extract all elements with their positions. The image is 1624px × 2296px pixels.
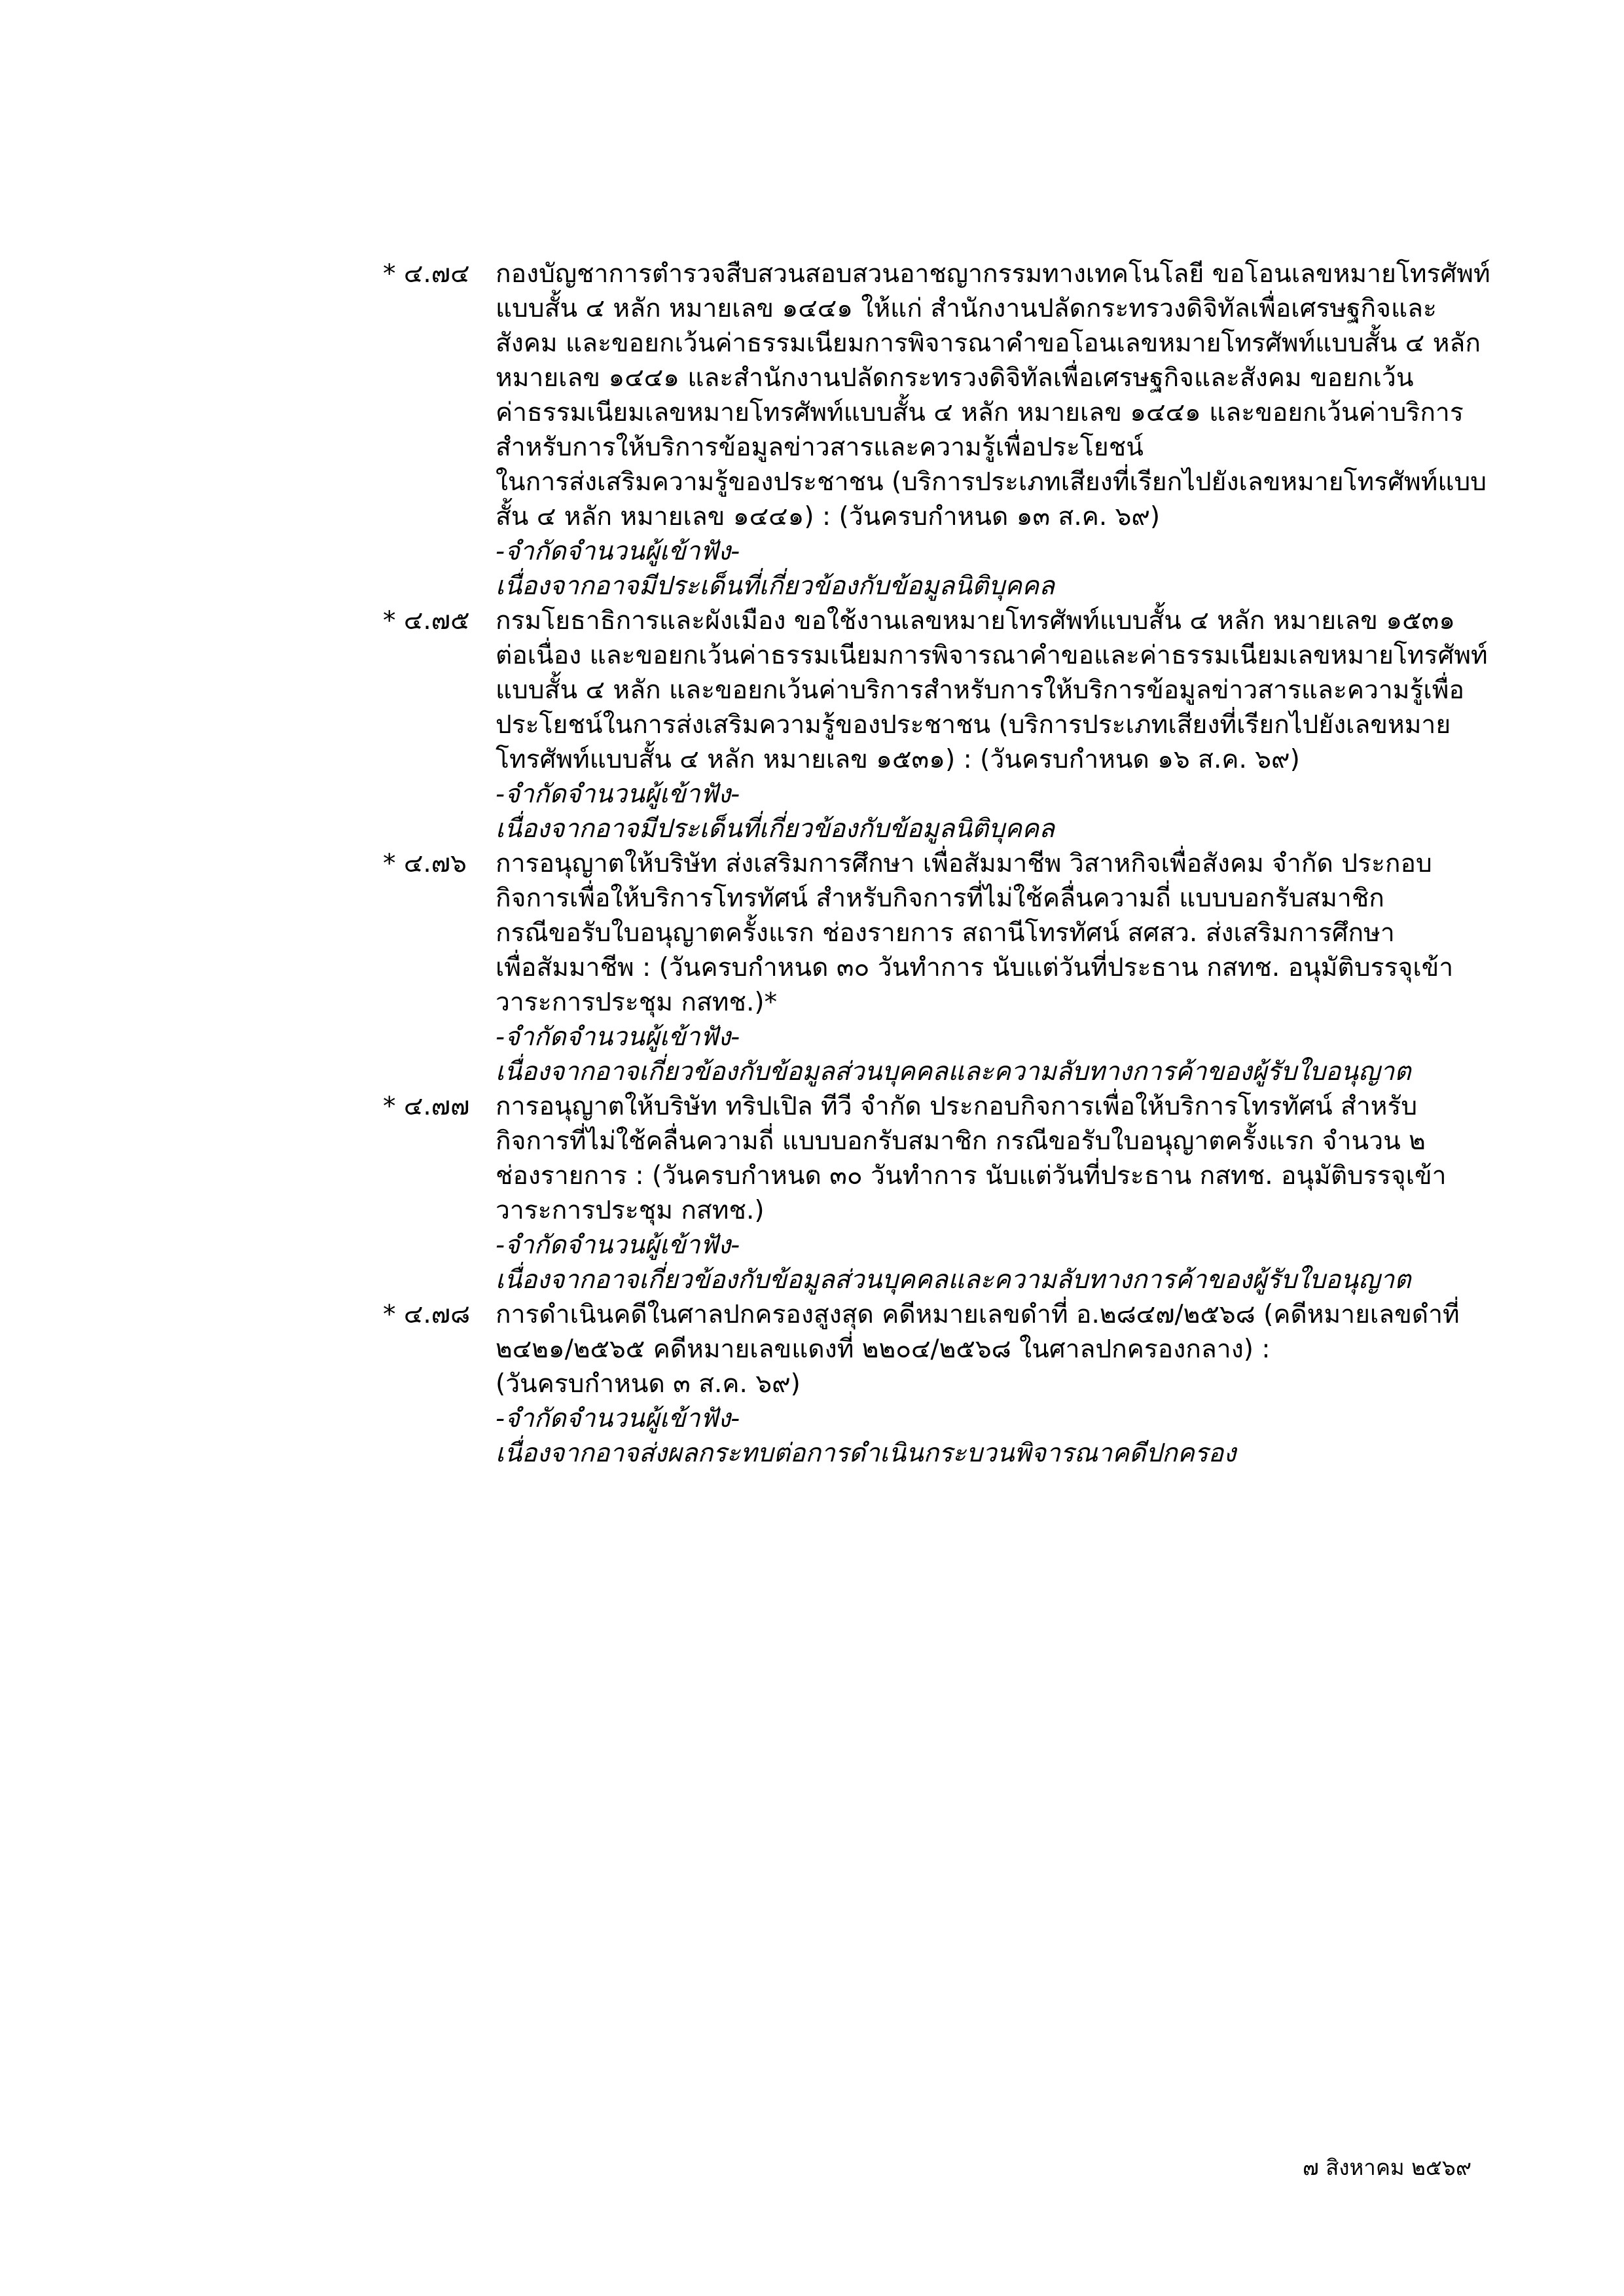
agenda-item-number: * ๔.๗๔ [383,259,470,289]
agenda-item-text-line: การอนุญาตให้บริษัท ทริปเปิล ทีวี จำกัด ประกอบกิจการเพื่อให้บริการโทรทัศน์ สำหรับ [496,1092,1418,1121]
agenda-item-list [383,257,1535,1471]
agenda-item-number: * ๔.๗๘ [383,1300,471,1329]
agenda-item-text-line: วาระการประชุม กสทช.)* [496,988,778,1017]
agenda-item-number: * ๔.๗๗ [383,1092,470,1121]
agenda-item [383,1089,1535,1297]
agenda-item-text-line: การดำเนินคดีในศาลปกครองสูงสุด คดีหมายเลขดำที่ อ.๒๘๔๗/๒๕๖๘ (คดีหมายเลขดำที่ [496,1300,1460,1329]
agenda-item-text-line: กรณีขอรับใบอนุญาตครั้งแรก ช่องรายการ สถานีโทรทัศน์ สศสว. ส่งเสริมการศึกษา [496,918,1395,948]
restriction-reason-note: เนื่องจากอาจส่งผลกระทบต่อการดำเนินกระบวนพิจารณาคดีปกครอง [496,1439,1236,1468]
restriction-reason-note: เนื่องจากอาจเกี่ยวข้องกับข้อมูลส่วนบุคคลและความลับทางการค้าของผู้รับใบอนุญาต [496,1265,1411,1295]
restriction-reason-note: เนื่องจากอาจมีประเด็นที่เกี่ยวข้องกับข้อมูลนิติบุคคล [496,571,1055,601]
agenda-item-text-line: กิจการเพื่อให้บริการโทรทัศน์ สำหรับกิจการที่ไม่ใช้คลื่นความถี่ แบบบอกรับสมาชิก [496,884,1384,913]
attendance-restriction-note: -จำกัดจำนวนผู้เข้าฟัง- [496,1404,740,1433]
agenda-item-number: * ๔.๗๕ [383,606,470,636]
agenda-item [383,603,1535,846]
restriction-reason-note: เนื่องจากอาจเกี่ยวข้องกับข้อมูลส่วนบุคคลและความลับทางการค้าของผู้รับใบอนุญาต [496,1057,1411,1086]
agenda-item [383,257,1535,603]
agenda-item-text-line: การอนุญาตให้บริษัท ส่งเสริมการศึกษา เพื่อสัมมาชีพ วิสาหกิจเพื่อสังคม จำกัด ประกอบ [496,849,1432,878]
agenda-item-text-line: (วันครบกำหนด ๓ ส.ค. ๖๙) [496,1369,801,1399]
attendance-restriction-note: -จำกัดจำนวนผู้เข้าฟัง- [496,780,740,809]
attendance-restriction-note: -จำกัดจำนวนผู้เข้าฟัง- [496,1022,740,1052]
attendance-restriction-note: -จำกัดจำนวนผู้เข้าฟัง- [496,1230,740,1260]
restriction-reason-note: เนื่องจากอาจมีประเด็นที่เกี่ยวข้องกับข้อมูลนิติบุคคล [496,814,1055,844]
page-footer-date: ๗ สิงหาคม ๒๕๖๙ [1302,2155,1471,2180]
agenda-item-text-line: ประโยชน์ในการส่งเสริมความรู้ของประชาชน (บริการประเภทเสียงที่เรียกไปยังเลขหมาย [496,710,1451,740]
agenda-item-text-line: ช่องรายการ : (วันครบกำหนด ๓๐ วันทำการ นับแต่วันที่ประธาน กสทช. อนุมัติบรรจุเข้า [496,1161,1447,1191]
agenda-item-text-line: ต่อเนื่อง และขอยกเว้นค่าธรรมเนียมการพิจารณาคำขอและค่าธรรมเนียมเลขหมายโทรศัพท์ [496,641,1488,670]
agenda-item-text-line: กองบัญชาการตำรวจสืบสวนสอบสวนอาชญากรรมทางเทคโนโลยี ขอโอนเลขหมายโทรศัพท์ [496,259,1490,289]
agenda-item-text-line: แบบสั้น ๔ หลัก หมายเลข ๑๔๔๑ ให้แก่ สำนักงานปลัดกระทรวงดิจิทัลเพื่อเศรษฐกิจและ [496,294,1437,323]
agenda-item [383,846,1535,1089]
agenda-item-text-line: เพื่อสัมมาชีพ : (วันครบกำหนด ๓๐ วันทำการ นับแต่วันที่ประธาน กสทช. อนุมัติบรรจุเข้า [496,953,1454,982]
agenda-item-text-line: วาระการประชุม กสทช.) [496,1196,765,1225]
agenda-item [383,1297,1535,1471]
agenda-item-text-line: โทรศัพท์แบบสั้น ๔ หลัก หมายเลข ๑๕๓๑) : (วันครบกำหนด ๑๖ ส.ค. ๖๙) [496,745,1300,774]
agenda-item-text-line: ๒๔๒๑/๒๕๖๕ คดีหมายเลขแดงที่ ๒๒๐๔/๒๕๖๘ ในศาลปกครองกลาง) : [496,1335,1271,1364]
agenda-item-text-line: หมายเลข ๑๔๔๑ และสำนักงานปลัดกระทรวงดิจิทัลเพื่อเศรษฐกิจและสังคม ขอยกเว้น [496,363,1414,393]
agenda-item-text-line: สังคม และขอยกเว้นค่าธรรมเนียมการพิจารณาคำขอโอนเลขหมายโทรศัพท์แบบสั้น ๔ หลัก [496,329,1481,358]
agenda-item-text-line: กรมโยธาธิการและผังเมือง ขอใช้งานเลขหมายโทรศัพท์แบบสั้น ๔ หลัก หมายเลข ๑๕๓๑ [496,606,1456,636]
agenda-item-text-line: ในการส่งเสริมความรู้ของประชาชน (บริการประเภทเสียงที่เรียกไปยังเลขหมายโทรศัพท์แบบ [496,467,1487,497]
agenda-item-text-line: กิจการที่ไม่ใช้คลื่นความถี่ แบบบอกรับสมาชิก กรณีขอรับใบอนุญาตครั้งแรก จำนวน ๒ [496,1126,1426,1156]
agenda-item-number: * ๔.๗๖ [383,849,467,878]
attendance-restriction-note: -จำกัดจำนวนผู้เข้าฟัง- [496,537,740,566]
agenda-item-text-line: สำหรับการให้บริการข้อมูลข่าวสารและความรู้เพื่อประโยชน์ [496,433,1144,462]
agenda-item-text-line: สั้น ๔ หลัก หมายเลข ๑๔๔๑) : (วันครบกำหนด ๑๓ ส.ค. ๖๙) [496,502,1161,531]
agenda-item-text-line: ค่าธรรมเนียมเลขหมายโทรศัพท์แบบสั้น ๔ หลัก หมายเลข ๑๔๔๑ และขอยกเว้นค่าบริการ [496,398,1464,427]
agenda-item-text-line: แบบสั้น ๔ หลัก และขอยกเว้นค่าบริการสำหรับการให้บริการข้อมูลข่าวสารและความรู้เพื่อ [496,675,1464,705]
